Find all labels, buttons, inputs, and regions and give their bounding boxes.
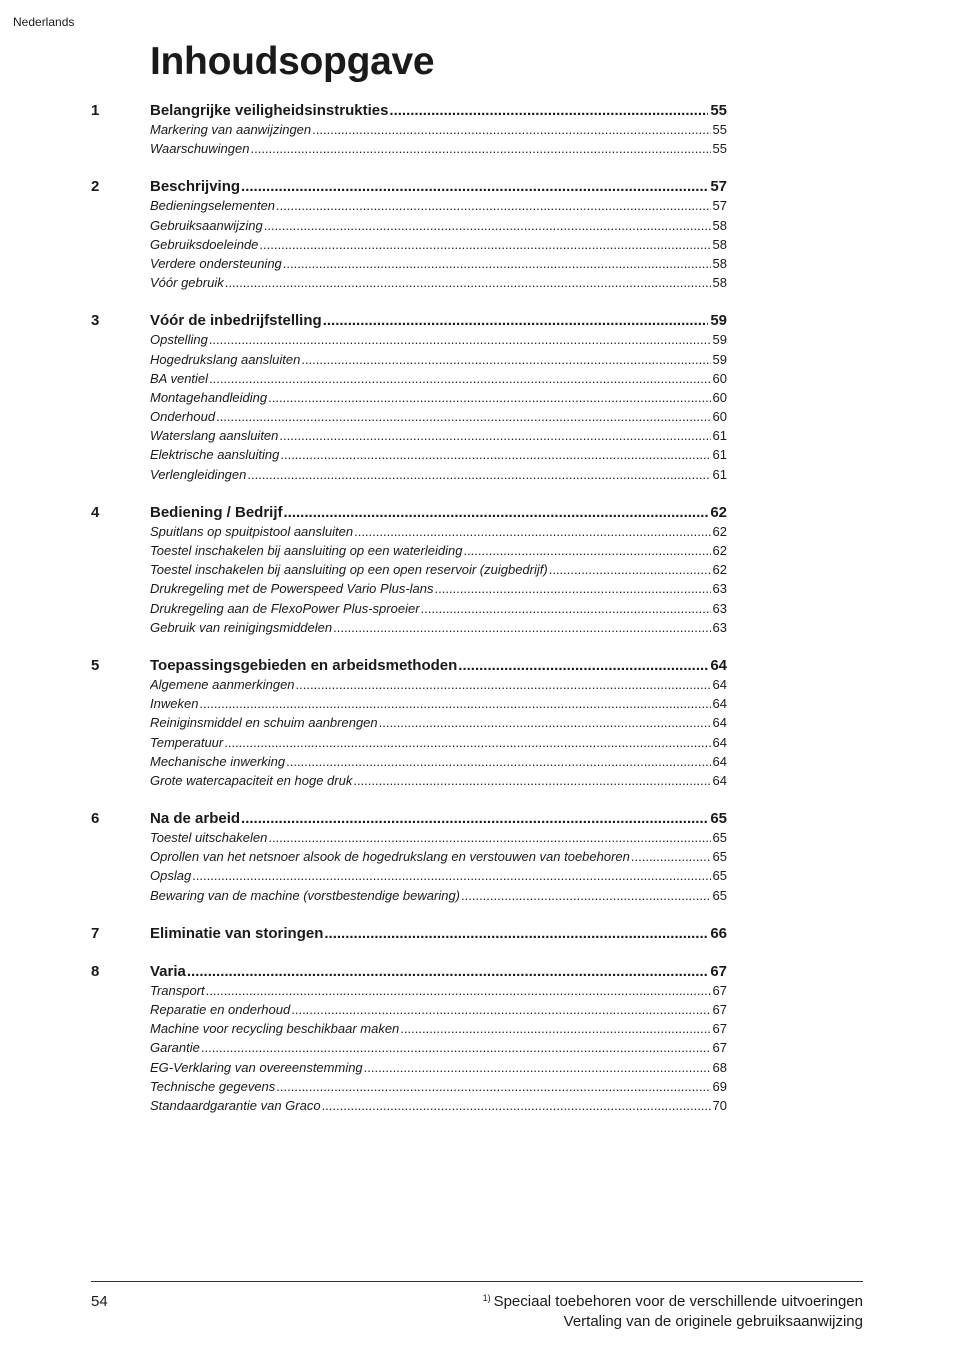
toc-section xyxy=(91,177,727,292)
toc-subsection-entry[interactable] xyxy=(91,1019,727,1038)
toc-subsection-line xyxy=(150,579,727,598)
toc-subsection-entry[interactable] xyxy=(91,369,727,388)
table-of-contents xyxy=(91,101,727,1134)
toc-section xyxy=(91,101,727,158)
dot-leader xyxy=(249,139,710,158)
subsection-page: 64 xyxy=(711,752,727,771)
chapter-number: 4 xyxy=(91,503,100,521)
toc-subsection-entry[interactable] xyxy=(91,866,727,885)
subsection-page: 61 xyxy=(711,465,727,484)
dot-leader xyxy=(332,618,710,637)
subsection-page: 59 xyxy=(711,330,727,349)
toc-chapter-entry xyxy=(150,503,727,522)
subsection-title: BA ventiel xyxy=(150,370,209,386)
chapter-page: 65 xyxy=(710,810,727,828)
chapter-title: Bediening / Bedrijf xyxy=(150,503,283,521)
toc-subsection-line xyxy=(150,139,727,158)
dot-leader xyxy=(378,713,711,732)
toc-subsection-entry[interactable] xyxy=(91,560,727,579)
toc-subsection-entry[interactable] xyxy=(91,426,727,445)
dot-leader xyxy=(353,522,710,541)
toc-subsection-line xyxy=(150,694,727,713)
subsection-page: 65 xyxy=(711,847,727,866)
toc-chapter-entry xyxy=(150,311,727,330)
subsection-title: Bedieningselementen xyxy=(150,198,276,214)
toc-subsection-line xyxy=(150,350,727,369)
subsection-title: EG-Verklaring van overeenstemming xyxy=(150,1059,363,1075)
subsection-page: 63 xyxy=(711,599,727,618)
subsection-title: Opstelling xyxy=(150,332,208,348)
dot-leader xyxy=(295,675,711,694)
toc-subsection-entry[interactable] xyxy=(91,579,727,598)
chapter-number: 1 xyxy=(91,102,100,119)
toc-chapter-entry xyxy=(150,177,727,196)
toc-subsection-line xyxy=(150,886,727,905)
dot-leader xyxy=(290,1000,710,1019)
dot-leader xyxy=(208,369,710,388)
toc-subsection-entry[interactable] xyxy=(91,847,727,866)
toc-chapter-heading[interactable] xyxy=(91,503,727,522)
chapter-title: Eliminatie van storingen xyxy=(150,924,324,942)
toc-subsection-entry[interactable] xyxy=(91,828,727,847)
toc-section xyxy=(91,503,727,637)
subsection-title: Reparatie en onderhoud xyxy=(150,1002,291,1017)
dot-leader xyxy=(186,962,708,981)
toc-subsection-line xyxy=(150,599,727,618)
dot-leader xyxy=(363,1058,711,1077)
footnote-text: Speciaal toebehoren voor de verschillende uitvoeringen xyxy=(493,1293,863,1310)
chapter-title: Vóór de inbedrijfstelling xyxy=(150,312,322,330)
subsection-page: 58 xyxy=(711,254,727,273)
toc-section xyxy=(91,962,727,1115)
dot-leader xyxy=(283,503,709,522)
dot-leader xyxy=(224,273,711,292)
subsection-page: 59 xyxy=(711,350,727,369)
toc-subsection-entry[interactable] xyxy=(91,139,727,158)
subsection-title: Drukregeling aan de FlexoPower Plus-sproeier xyxy=(150,600,420,616)
subsection-page: 62 xyxy=(711,560,727,579)
toc-subsection-entry[interactable] xyxy=(91,886,727,905)
subsection-title: Spuitlans op spuitpistool aansluiten xyxy=(150,523,354,539)
toc-chapter-entry xyxy=(150,809,727,828)
toc-subsection-line xyxy=(150,426,727,445)
toc-chapter-heading[interactable] xyxy=(91,101,727,120)
toc-subsection-entry[interactable] xyxy=(91,675,727,694)
toc-subsection-line xyxy=(150,828,727,847)
subsection-page: 65 xyxy=(711,866,727,885)
subsection-page: 64 xyxy=(711,733,727,752)
dot-leader xyxy=(321,1096,711,1115)
dot-leader xyxy=(240,809,708,828)
toc-subsection-entry[interactable] xyxy=(91,1038,727,1057)
subsection-title: Montagehandleiding xyxy=(150,389,268,405)
chapter-number: 8 xyxy=(91,962,100,980)
dot-leader xyxy=(279,445,710,464)
dot-leader xyxy=(258,235,710,254)
toc-subsection-line xyxy=(150,216,727,235)
subsection-page: 61 xyxy=(711,445,727,464)
subsection-page: 61 xyxy=(711,426,727,445)
subsection-page: 67 xyxy=(711,981,727,1000)
dot-leader xyxy=(223,733,710,752)
chapter-number: 2 xyxy=(91,178,100,196)
subsection-title: Hogedrukslang aansluiten xyxy=(150,351,301,367)
chapter-page: 66 xyxy=(710,924,727,942)
subsection-title: Waterslang aansluiten xyxy=(150,428,279,444)
toc-chapter-entry xyxy=(150,656,727,675)
subsection-title: Technische gegevens xyxy=(150,1078,276,1094)
toc-subsection-entry[interactable] xyxy=(91,407,727,426)
dot-leader xyxy=(388,101,708,120)
toc-subsection-line xyxy=(150,560,727,579)
subsection-page: 67 xyxy=(711,1019,727,1038)
subsection-title: Transport xyxy=(150,982,205,998)
subsection-title: Waarschuwingen xyxy=(150,141,250,157)
dot-leader xyxy=(208,330,711,349)
dot-leader xyxy=(352,771,710,790)
dot-leader xyxy=(285,752,710,771)
chapter-title: Beschrijving xyxy=(150,178,241,196)
subsection-page: 62 xyxy=(711,541,727,560)
toc-subsection-entry[interactable] xyxy=(91,981,727,1000)
subsection-title: Inweken xyxy=(150,696,199,712)
toc-chapter-entry xyxy=(150,101,727,120)
subsection-page: 58 xyxy=(711,273,727,292)
chapter-number: 7 xyxy=(91,924,100,942)
toc-chapter-heading[interactable] xyxy=(91,311,727,330)
chapter-number: 6 xyxy=(91,810,100,828)
translation-note: Vertaling van de originele gebruiksaanwijzing xyxy=(563,1313,863,1330)
dot-leader xyxy=(267,828,710,847)
toc-subsection-entry[interactable] xyxy=(91,350,727,369)
footnote xyxy=(483,1293,863,1310)
subsection-title: Toestel inschakelen bij aansluiting op een open reservoir (zuigbedrijf) xyxy=(150,562,548,578)
toc-subsection-line xyxy=(150,196,727,215)
footer-divider xyxy=(91,1281,863,1282)
toc-subsection-entry[interactable] xyxy=(91,541,727,560)
subsection-page: 64 xyxy=(711,771,727,790)
subsection-title: Temperatuur xyxy=(150,734,224,750)
toc-section xyxy=(91,656,727,790)
subsection-page: 64 xyxy=(711,713,727,732)
toc-subsection-line xyxy=(150,1019,727,1038)
subsection-title: Markering van aanwijzingen xyxy=(150,122,312,137)
subsection-title: Mechanische inwerking xyxy=(150,753,286,769)
subsection-page: 55 xyxy=(711,120,727,139)
chapter-title: Belangrijke veiligheidsinstrukties xyxy=(150,102,389,119)
subsection-page: 58 xyxy=(711,216,727,235)
dot-leader xyxy=(300,350,710,369)
toc-subsection-entry[interactable] xyxy=(91,465,727,484)
toc-subsection-entry[interactable] xyxy=(91,599,727,618)
toc-subsection-line xyxy=(150,445,727,464)
page-number: 54 xyxy=(91,1293,108,1310)
toc-section xyxy=(91,924,727,943)
chapter-page: 57 xyxy=(710,178,727,196)
toc-subsection-line xyxy=(150,273,727,292)
subsection-title: Vóór gebruik xyxy=(150,275,224,291)
dot-leader xyxy=(434,579,711,598)
toc-subsection-entry[interactable] xyxy=(91,273,727,292)
toc-subsection-line xyxy=(150,235,727,254)
dot-leader xyxy=(275,196,710,215)
dot-leader xyxy=(246,465,710,484)
toc-chapter-heading[interactable] xyxy=(91,656,727,675)
chapter-title: Varia xyxy=(150,962,186,980)
subsection-title: Verlengleidingen xyxy=(150,466,247,482)
dot-leader xyxy=(282,254,711,273)
toc-subsection-line xyxy=(150,465,727,484)
subsection-page: 60 xyxy=(711,388,727,407)
dot-leader xyxy=(275,1077,710,1096)
subsection-title: Garantie xyxy=(150,1040,200,1056)
subsection-title: Opslag xyxy=(150,868,192,884)
subsection-title: Grote watercapaciteit en hoge druk xyxy=(150,772,353,788)
subsection-page: 60 xyxy=(711,369,727,388)
subsection-title: Toestel inschakelen bij aansluiting op een waterleiding xyxy=(150,543,463,558)
dot-leader xyxy=(311,120,710,139)
toc-subsection-line xyxy=(150,752,727,771)
toc-subsection-line xyxy=(150,1077,727,1096)
dot-leader xyxy=(267,388,710,407)
toc-chapter-heading[interactable] xyxy=(91,177,727,196)
subsection-title: Algemene aanmerkingen xyxy=(150,676,295,692)
toc-subsection-line xyxy=(150,618,727,637)
subsection-page: 68 xyxy=(711,1058,727,1077)
toc-subsection-entry[interactable] xyxy=(91,752,727,771)
subsection-title: Gebruiksaanwijzing xyxy=(150,217,263,233)
subsection-page: 69 xyxy=(711,1077,727,1096)
toc-subsection-line xyxy=(150,981,727,1000)
subsection-title: Gebruiksdoeleinde xyxy=(150,236,259,252)
subsection-title: Machine voor recycling beschikbaar maken xyxy=(150,1021,400,1037)
language-label: Nederlands xyxy=(13,15,75,29)
subsection-title: Verdere ondersteuning xyxy=(150,255,282,271)
dot-leader xyxy=(462,541,710,560)
subsection-page: 70 xyxy=(711,1096,727,1115)
subsection-page: 58 xyxy=(711,235,727,254)
subsection-page: 57 xyxy=(711,196,727,215)
chapter-page: 55 xyxy=(710,102,727,119)
toc-subsection-entry[interactable] xyxy=(91,694,727,713)
dot-leader xyxy=(263,216,711,235)
toc-subsection-entry[interactable] xyxy=(91,1096,727,1115)
subsection-title: Drukregeling met de Powerspeed Vario Plus-lans xyxy=(150,581,434,597)
subsection-title: Bewaring van de machine (vorstbestendige bewaring) xyxy=(150,887,461,903)
toc-subsection-entry[interactable] xyxy=(91,771,727,790)
toc-subsection-entry[interactable] xyxy=(91,522,727,541)
toc-subsection-line xyxy=(150,733,727,752)
toc-subsection-entry[interactable] xyxy=(91,235,727,254)
toc-chapter-heading[interactable] xyxy=(91,809,727,828)
toc-subsection-line xyxy=(150,541,727,560)
subsection-page: 63 xyxy=(711,579,727,598)
dot-leader xyxy=(630,847,711,866)
chapter-title: Toepassingsgebieden en arbeidsmethoden xyxy=(150,656,458,674)
toc-subsection-line xyxy=(150,120,727,139)
subsection-title: Reiniginsmiddel en schuim aanbrengen xyxy=(150,715,378,731)
toc-subsection-entry[interactable] xyxy=(91,120,727,139)
chapter-page: 62 xyxy=(710,503,727,521)
dot-leader xyxy=(205,981,711,1000)
dot-leader xyxy=(215,407,710,426)
footnote-marker: 1) xyxy=(482,1293,491,1303)
dot-leader xyxy=(200,1038,711,1057)
toc-subsection-line xyxy=(150,522,727,541)
chapter-page: 59 xyxy=(710,312,727,330)
toc-subsection-entry[interactable] xyxy=(91,445,727,464)
toc-subsection-line xyxy=(150,388,727,407)
dot-leader xyxy=(399,1019,710,1038)
subsection-page: 63 xyxy=(711,618,727,637)
toc-subsection-entry[interactable] xyxy=(91,713,727,732)
subsection-title: Standaardgarantie van Graco xyxy=(150,1097,321,1113)
dot-leader xyxy=(420,599,711,618)
toc-subsection-line xyxy=(150,1000,727,1019)
toc-subsection-line xyxy=(150,1096,727,1115)
dot-leader xyxy=(198,694,710,713)
toc-subsection-entry[interactable] xyxy=(91,254,727,273)
subsection-title: Elektrische aansluiting xyxy=(150,447,280,463)
toc-subsection-line xyxy=(150,713,727,732)
toc-chapter-heading[interactable] xyxy=(91,924,727,943)
dot-leader xyxy=(322,311,709,330)
toc-subsection-entry[interactable] xyxy=(91,618,727,637)
dot-leader xyxy=(278,426,710,445)
subsection-title: Oprollen van het netsnoer alsook de hogedrukslang en verstouwen van toebehoren xyxy=(150,849,630,865)
subsection-page: 67 xyxy=(711,1000,727,1019)
toc-subsection-entry[interactable] xyxy=(91,733,727,752)
subsection-page: 60 xyxy=(711,407,727,426)
toc-section xyxy=(91,311,727,484)
chapter-title: Na de arbeid xyxy=(150,810,241,828)
subsection-page: 65 xyxy=(711,828,727,847)
toc-subsection-entry[interactable] xyxy=(91,1077,727,1096)
dot-leader xyxy=(460,886,711,905)
subsection-title: Toestel uitschakelen xyxy=(150,830,268,846)
dot-leader xyxy=(240,177,708,196)
toc-subsection-entry[interactable] xyxy=(91,388,727,407)
chapter-page: 64 xyxy=(710,656,727,674)
subsection-title: Gebruik van reinigingsmiddelen xyxy=(150,619,333,635)
subsection-page: 55 xyxy=(711,139,727,158)
toc-chapter-heading[interactable] xyxy=(91,962,727,981)
toc-subsection-line xyxy=(150,369,727,388)
toc-subsection-entry[interactable] xyxy=(91,1000,727,1019)
toc-chapter-entry xyxy=(150,924,727,943)
subsection-page: 67 xyxy=(711,1038,727,1057)
subsection-page: 65 xyxy=(711,886,727,905)
dot-leader xyxy=(191,866,710,885)
toc-subsection-line xyxy=(150,847,727,866)
chapter-number: 5 xyxy=(91,656,100,674)
dot-leader xyxy=(323,924,708,943)
toc-chapter-entry xyxy=(150,962,727,981)
toc-subsection-line xyxy=(150,330,727,349)
toc-subsection-entry[interactable] xyxy=(91,330,727,349)
toc-subsection-line xyxy=(150,771,727,790)
toc-subsection-line xyxy=(150,675,727,694)
subsection-page: 62 xyxy=(711,522,727,541)
toc-subsection-line xyxy=(150,407,727,426)
toc-subsection-line xyxy=(150,866,727,885)
toc-subsection-line xyxy=(150,254,727,273)
toc-subsection-entry[interactable] xyxy=(91,1058,727,1077)
dot-leader xyxy=(548,560,711,579)
chapter-number: 3 xyxy=(91,312,100,330)
chapter-page: 67 xyxy=(710,962,727,980)
toc-subsection-line xyxy=(150,1038,727,1057)
toc-subsection-entry[interactable] xyxy=(91,196,727,215)
subsection-page: 64 xyxy=(711,675,727,694)
toc-subsection-line xyxy=(150,1058,727,1077)
dot-leader xyxy=(457,656,708,675)
toc-subsection-entry[interactable] xyxy=(91,216,727,235)
subsection-title: Onderhoud xyxy=(150,409,216,425)
toc-section xyxy=(91,809,727,905)
page-title: Inhoudsopgave xyxy=(150,40,435,83)
subsection-page: 64 xyxy=(711,694,727,713)
